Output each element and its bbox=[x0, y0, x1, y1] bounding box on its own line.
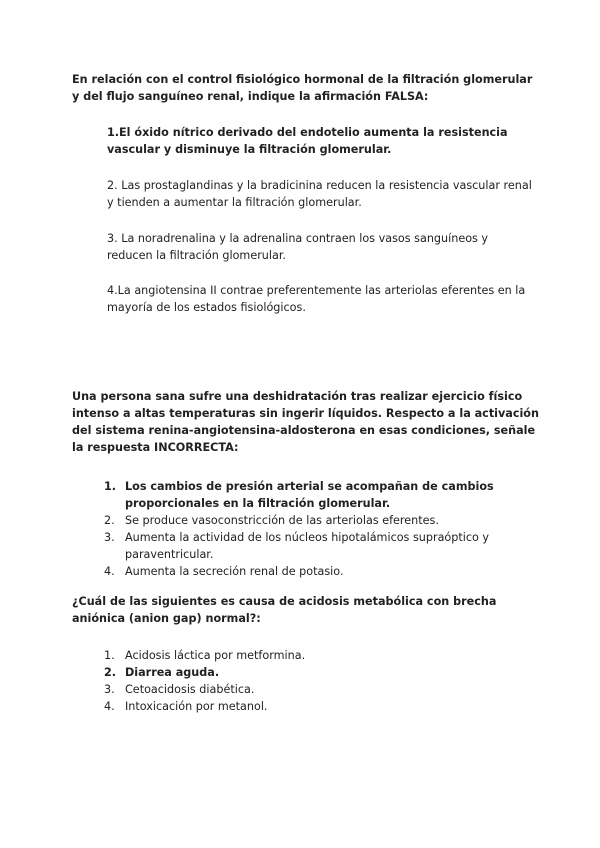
option-number: 2. bbox=[104, 666, 117, 679]
question-1-option-3: 3. La noradrenalina y la adrenalina contraen los vasos sanguíneos y reducen la filtración glomerular. bbox=[107, 232, 489, 262]
option-text: Diarrea aguda. bbox=[125, 666, 220, 679]
option-text: Acidosis láctica por metformina. bbox=[125, 649, 306, 662]
option-number: 3. bbox=[104, 531, 115, 544]
option-text: Los cambios de presión arterial se acompañan de cambios proporcionales en la filtración glomerular. bbox=[125, 480, 494, 510]
question-1-option-2: 2. Las prostaglandinas y la bradicinina reducen la resistencia vascular renal y tienden a aumentar la filtración glomerular. bbox=[107, 179, 532, 209]
option-text: Cetoacidosis diabética. bbox=[125, 683, 255, 696]
question-1-stem: En relación con el control fisiológico hormonal de la filtración glomerular y del flujo sanguíneo renal, indique la afirmación FALSA: bbox=[72, 73, 533, 103]
option-text: Aumenta la secreción renal de potasio. bbox=[125, 565, 344, 578]
option-number: 4. bbox=[104, 565, 115, 578]
option-number: 2. bbox=[104, 514, 115, 527]
option-text: Intoxicación por metanol. bbox=[125, 700, 268, 713]
list-item bbox=[72, 647, 542, 664]
list-item bbox=[72, 563, 542, 580]
question-2-options bbox=[72, 478, 542, 580]
option-number: 4. bbox=[104, 700, 115, 713]
list-item bbox=[72, 478, 542, 512]
question-1-option-1: 1.El óxido nítrico derivado del endotelio aumenta la resistencia vascular y disminuye la filtración glomerular. bbox=[107, 126, 508, 156]
question-3-options bbox=[72, 647, 542, 715]
list-item bbox=[72, 512, 542, 529]
list-item bbox=[72, 664, 542, 681]
list-item bbox=[72, 529, 542, 563]
question-3-stem: ¿Cuál de las siguientes es causa de acidosis metabólica con brecha aniónica (anion gap) normal?: bbox=[72, 595, 497, 625]
list-item bbox=[72, 698, 542, 715]
option-number: 1. bbox=[104, 480, 117, 493]
option-number: 3. bbox=[104, 683, 115, 696]
option-text: Se produce vasoconstricción de las arteriolas eferentes. bbox=[125, 514, 439, 527]
question-1-option-4: 4.La angiotensina II contrae preferentemente las arteriolas eferentes en la mayoría de los estados fisiológicos. bbox=[107, 284, 526, 314]
list-item bbox=[72, 681, 542, 698]
question-2-stem: Una persona sana sufre una deshidratación tras realizar ejercicio físico intenso a altas temperaturas sin ingerir líquidos. Respecto a la activación del sistema renina-angiotensina-aldosterona en esas condiciones, señale la respuesta INCORRECTA: bbox=[72, 390, 539, 454]
option-number: 1. bbox=[104, 649, 115, 662]
option-text: Aumenta la actividad de los núcleos hipotalámicos supraóptico y paraventricular. bbox=[125, 531, 490, 561]
